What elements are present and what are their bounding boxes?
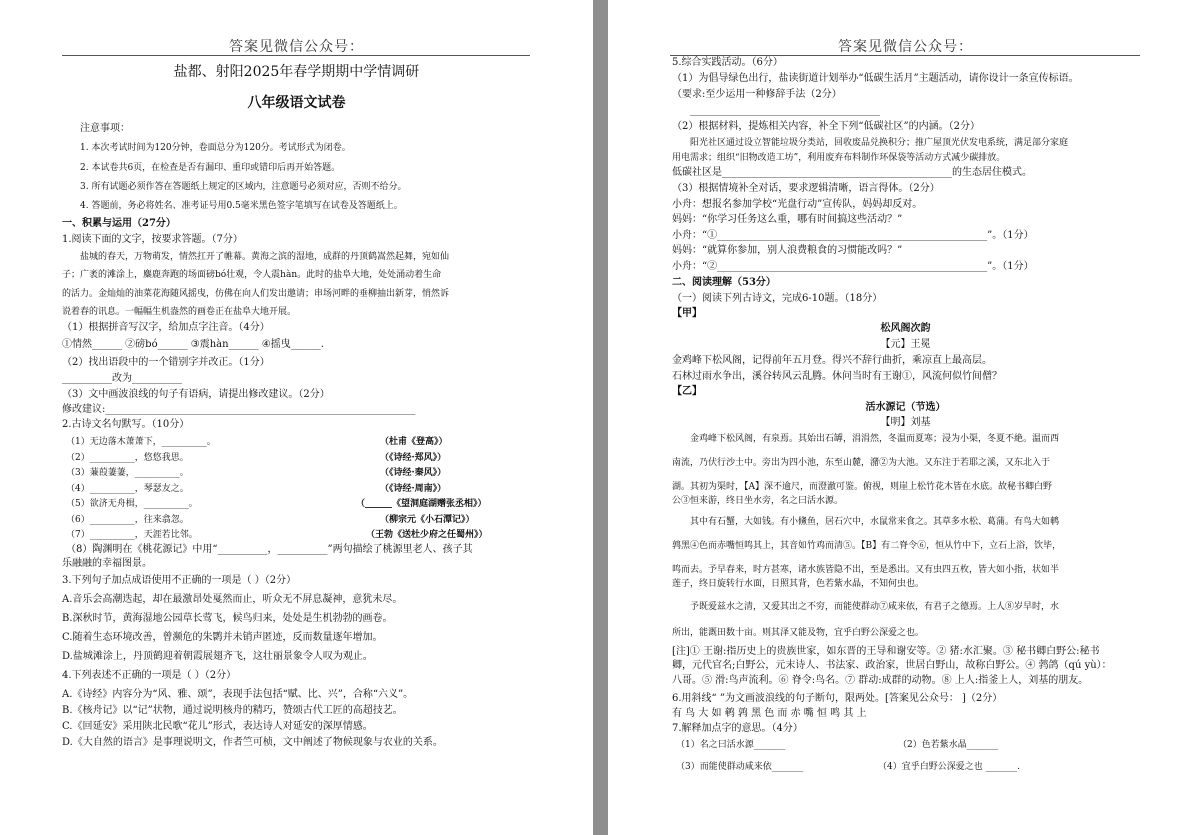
poem-line: （5）欲济无舟楫，__________。: [66, 499, 198, 509]
answer-blank: ______________________________________: [690, 105, 880, 116]
material-line: 阳光社区通过设立智能垃圾分类站，回收废品兑换积分；推广屋顶光伏发电系统，满足部分家庭: [690, 138, 1069, 148]
note-line: [注]① 王谢:指历史上的贵族世家，如东晋的王导和谢安等。② 猪:水汇聚。③ 秘书卿白野公:秘书: [672, 646, 1100, 657]
exam-title: 八年级语文试卷: [247, 95, 346, 111]
question-1-3: （3）文中画波浪线的句子有语病，请提出修改建议。（2分）: [62, 389, 330, 400]
question-2: 2.古诗文名句默写。（10分）: [62, 419, 190, 430]
section-heading: 二、阅读理解（53分）: [672, 277, 776, 288]
page-header: 答案见微信公众号：: [838, 39, 973, 55]
question-1-2: （2）找出语段中的一个错别字并改正。（1分）: [62, 357, 270, 368]
reading-part-1: （一）阅读下列古诗文，完成6-10题。（18分）: [672, 293, 883, 304]
question-1: 1.阅读下面的文字，按要求答题。（7分）: [62, 234, 243, 245]
option-c: C.《回延安》采用陕北民歌“花儿”形式，表达诗人对延安的深厚情感。: [62, 721, 373, 732]
prose-line: 公③恒来游，终日坐水旁，名之曰活水源。: [672, 496, 844, 506]
question-5-2: （2）根据材料，提炼相关内容，补全下列“低碳社区”的内涵。（2分）: [672, 121, 980, 132]
question-6: 6.用斜线“ ”为文画波浪线的句子断句，限两处。[答案见公众号： ]（2分）: [672, 693, 1003, 704]
passage-line: 的活力。金灿灿的油菜花海随风摇曳，仿佛在向人们发出邀请；串场河畔的垂柳抽出新芽，悄然诉: [62, 289, 450, 299]
poem-line: （7）__________，天涯若比邻。: [66, 530, 198, 540]
poem-source: （《诗经·秦风》）: [380, 468, 447, 478]
poem-source: （柳宗元《小石潭记》）: [380, 515, 475, 525]
question-7: 7.解释加点字的意思。（4分）: [672, 723, 803, 734]
dialog-line: 小舟：想报名参加学校“光盘行动”宣传队，妈妈却反对。: [672, 199, 923, 210]
poem-title: 松风阁次韵: [880, 323, 931, 334]
q7-item: （3）而能使群动咸来依_______: [676, 762, 804, 772]
q7-item: （1）名之曰活水源_______: [676, 740, 786, 750]
sentence-to-punctuate: 有 鸟 大 如 鹌 鹑 黑 色 而 赤 嘴 恒 鸣 其 上: [672, 708, 867, 719]
poem-line: （8）陶渊明在《桃花源记》中用“__________，__________”两句描绘了桃源里老人、孩子其: [66, 544, 473, 555]
poem-line: （6）__________，往来翕忽。: [66, 515, 189, 525]
poem-line: 石林过雨水争出，溪谷转风云乱腾。休问当时有王谢①，风流何似竹间僧？: [672, 371, 1002, 382]
poem-line: 金鸡峰下松风阁，记得前年五月登。得兴不辞行曲折，乘凉直上最高层。: [672, 355, 992, 366]
poem-source: （______《望洞庭湖赠张丞相》）: [356, 499, 487, 509]
jia-marker: 【甲】: [672, 308, 702, 319]
option-c: C.随着生态环境改善，曾濒危的朱鹮并未销声匿迹，反而数量逐年增加。: [62, 632, 383, 643]
option-b: B.《核舟记》以“记”状物，通过说明核舟的精巧，赞颂古代工匠的高超技艺。: [62, 705, 403, 716]
question-3: 3.下列句子加点成语使用不正确的一项是（ ）（2分）: [62, 575, 297, 586]
poem-source: （《诗经·周南》）: [380, 484, 447, 494]
prose-line: 鸣而去。予早春来，时方甚寒，诸水族皆隐不出，至是悉出。又有虫四五枚，皆大如小指，状如半: [672, 565, 1060, 575]
dialog-line: 妈妈：“你学习任务这么重，哪有时间搞这些活动？”: [672, 214, 903, 225]
dialog-line: 小舟：“②______________________________________________________”。（1分）: [672, 261, 1034, 272]
passage-line: 子；广袤的滩涂上，麋鹿奔跑的场面磅bó壮观，令人震hàn。此时的盐阜大地，处处涌动着生命: [62, 270, 442, 280]
option-a: A.音乐会高潮迭起，却在最激昂处戛然而止，听众无不屏息凝神，意犹未尽。: [62, 594, 403, 605]
poem-line: （4）__________，琴瑟友之。: [66, 484, 189, 494]
poem-line: 乐融融的幸福图景。: [62, 558, 152, 569]
requirement: （要求:至少运用一种修辞手法（2分）: [672, 89, 842, 100]
dialog-line: 妈妈：“就算你参加，别人浪费粮食的习惯能改吗？”: [672, 245, 903, 256]
note-line: 卿，元代官名;白野公，元末诗人、书法家、政治家，世居白野山，故称白野公。④ 鹁鸽（qú yù）：: [672, 660, 1112, 671]
question-1-1: （1）根据拼音写汉字，给加点字注音。（4分）: [62, 322, 270, 333]
notice-item: 2. 本试卷共6页，在检查是否有漏印、重印或错印后再开始答题。: [80, 163, 341, 173]
answer-blank: 低碳社区是______________________________________________的生态居住模式。: [672, 167, 1032, 178]
notice-item: 3. 所有试题必须作答在答题纸上规定的区域内，注意题号必须对应，否则不给分。: [80, 182, 407, 192]
prose-title: 活水源记（节选）: [865, 402, 946, 413]
notice-title: 注意事项：: [80, 123, 130, 134]
answer-blanks: ①情然______ ②磅bó______ ③震hàn______ ④摇曳______.: [62, 339, 324, 350]
question-4: 4.下列表述不正确的一项是（ ）（2分）: [62, 670, 237, 681]
note-line: 八哥。⑤ 滑:鸟声流利。⑥ 脊令:鸟名。⑦ 群动:成群的动物。⑧ 上人:指釜上人，刘基的朋友。: [672, 675, 1089, 686]
question-5-1: （1）为倡导绿色出行，盐读街道计划举办“低碳生活月”主题活动，请你设计一条宣传标语。: [672, 73, 1079, 84]
material-line: 用电需求；组织“旧物改造工坊”，利用废弃布料制作环保袋等活动方式减少碳排放。: [672, 153, 1006, 163]
option-d: D.盐城滩涂上，丹顶鹤迎着朝霞展翅齐飞，这壮丽景象令人叹为观止。: [62, 651, 373, 662]
prose-line: 湖。其初为渠时，【A】深不逾尺，而澄澈可鉴。俯视，则崖上松竹花木皆在水底。故秘书卿白野: [672, 482, 1053, 492]
prose-author: 【明】刘基: [880, 417, 931, 428]
option-d: D.《大自然的语言》是事理说明文，作者竺可桢，文中阐述了物候现象与农业的关系。: [62, 737, 443, 748]
poem-source: （王勃《送杜少府之任蜀州》）: [366, 530, 488, 540]
header-rule: [62, 55, 530, 56]
prose-line: 其中有石蟹，大如钱。有小鯈鱼，居石穴中，水鼠常来食之。其草多水松、葛蒲。有鸟大如鹌: [690, 517, 1060, 527]
q7-item: （2）色若紫水晶_______: [898, 740, 999, 750]
poem-line: （1）无边落木萧萧下，__________。: [66, 437, 216, 447]
school-title: 盐都、射阳2025年春学期期中学情调研: [173, 64, 420, 80]
prose-line: 予既爱兹水之清，又爱其出之不穷，而能使群动⑦咸来依，有君子之德焉。上人⑧岁早时，水: [690, 602, 1060, 612]
passage-line: 说着春的讯息。一幅幅生机盎然的画卷正在盐阜大地开展。: [62, 307, 297, 317]
section-heading: 一、积累与运用（27分）: [62, 218, 176, 229]
prose-line: 金鸡峰下松风阁，有泉焉。其始出石罅，涓涓然，冬温而夏寒；浸为小渠，冬夏不絶。温而西: [690, 434, 1060, 444]
question-5-3: （3）根据情境补全对话，要求逻辑清晰，语言得体。（2分）: [672, 183, 940, 194]
question-5: 5.综合实践活动。（6分）: [672, 57, 783, 68]
answer-blank: 修改建议:______________________________________________________________: [62, 404, 416, 415]
prose-line: 所出，能溉田数十亩。则其泽又能及物，宜乎白野公深爱之也。: [672, 628, 925, 638]
passage-line: 盐城的春天，万物萌发，情然扛开了帷幕。黄海之滨的湿地，成群的丹顶鹤嵩然起舞，宛如仙: [80, 252, 450, 262]
q7-item: （4）宜乎白野公深爱之也 _______.: [878, 762, 1020, 772]
page-header: 答案见微信公众号：: [229, 39, 364, 55]
answer-blank: __________改为__________: [62, 373, 182, 384]
exam-page-2: [608, 0, 1203, 835]
poem-author: 【元】王冕: [880, 339, 931, 350]
prose-line: 鹑黑④色而赤嘴恒鸣其上，其音如竹鸡而清⑤。【B】有二脊令⑥，恒从竹中下，立石上浴，饮毕，: [672, 541, 1062, 551]
option-a: A.《诗经》内容分为“风、雅、颂”，表现手法包括“赋、比、兴”，合称“六义”。: [62, 689, 414, 700]
poem-line: （3）蒹葭萋萋，__________。: [66, 468, 189, 478]
prose-line: 南流，乃伏行沙土中。旁出为四小池，东至山麓，潴②为大池。又东注于若耶之溪，又东北入于: [672, 458, 1051, 468]
yi-marker: 【乙】: [672, 386, 702, 397]
notice-item: 4. 答题前，务必将姓名、准考证号用0.5毫米黑色签字笔填写在试卷及答题纸上。: [80, 201, 403, 211]
prose-line: 莲子，终日旋转行水面，日照其背，色若紫水晶，不知何虫也。: [672, 579, 925, 589]
dialog-line: 小舟：“①______________________________________________________”。（1分）: [672, 230, 1034, 241]
exam-page-1: [0, 0, 593, 835]
poem-line: （2）__________，悠悠我思。: [66, 453, 189, 463]
notice-item: 1. 本次考试时间为120分钟，卷面总分为120分。考试形式为闭卷。: [80, 143, 351, 153]
option-b: B.深秋时节，黄海湿地公园草长莺飞，候鸟归来，处处是生机勃勃的画卷。: [62, 613, 393, 624]
poem-source: （《诗经·郑风》）: [380, 453, 447, 463]
poem-source: （杜甫《登高》）: [380, 437, 448, 447]
